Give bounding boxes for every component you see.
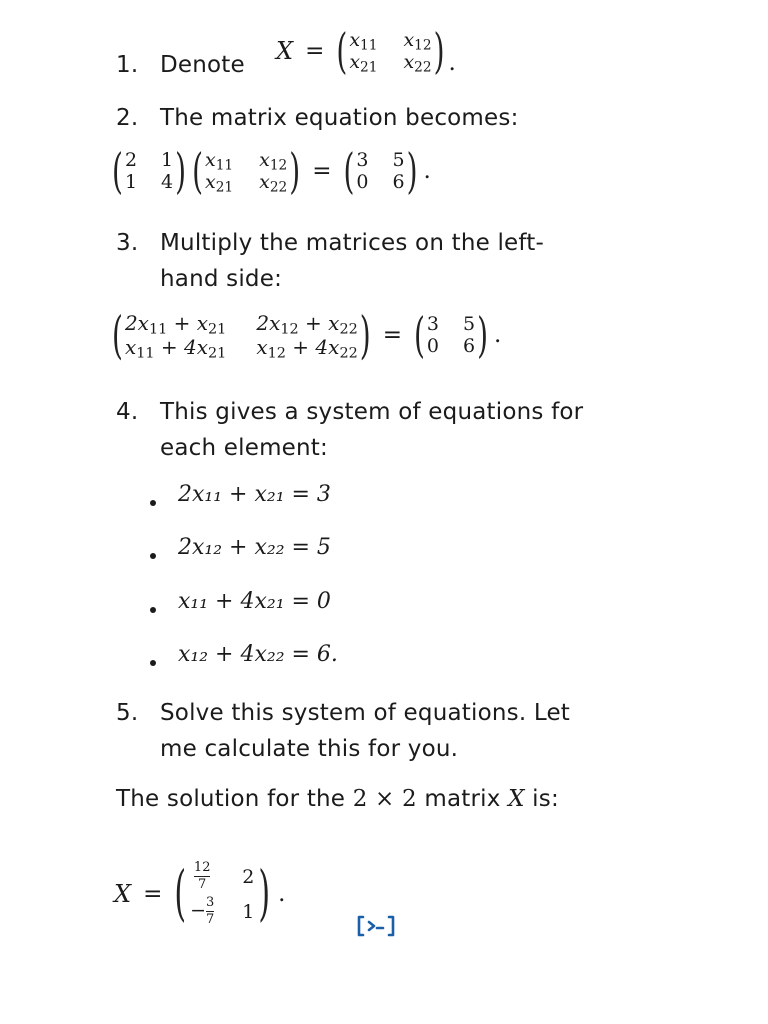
equation-4: x₁₂ + 4x₂₂ = 6. (178, 642, 338, 667)
step-4-text-line2: each element: (160, 435, 328, 461)
step-1-text: Denote (160, 52, 245, 78)
step-1-number: 1. (116, 52, 139, 78)
step-2-number: 2. (116, 105, 139, 131)
solution-dims: 2 × 2 (352, 786, 417, 812)
solution-sentence (116, 781, 559, 817)
step-4-text-line1: This gives a system of equations for (160, 399, 584, 425)
solution-mid: matrix (424, 786, 501, 812)
result-matrix: X = ( $\frac{12}{7}$ 2 − $\frac{3}{7}$ 1 ) . (114, 859, 286, 929)
code-interpreter-icon[interactable] (356, 913, 396, 939)
step-2-equation: ( 2 1 1 4 ) ( $x_{11}$ $x_{12}$ $x_{21}$ $x_{22}$ ) = ( 3 5 0 6 ) . (112, 142, 431, 200)
solution-var: X (508, 786, 525, 812)
step-3-equation: ( $2x_{11} + x_{21}$ $2x_{12} + x_{22}$ $x_{11} + 4x_{21}$ $x_{12} + 4x_{22}$ ) = ( 3 5 0 6 ) . (112, 305, 502, 365)
equation-1: 2x₁₁ + x₂₁ = 3 (178, 482, 331, 507)
bullet (150, 607, 156, 613)
equation-2: 2x₁₂ + x₂₂ = 5 (178, 535, 331, 560)
step-3-number: 3. (116, 230, 139, 256)
step-4-number: 4. (116, 399, 139, 425)
step-3-text-line2: hand side: (160, 266, 283, 292)
step-1-matrix-x: X = ( $x_{11}$ $x_{12}$ $x_{21}$ $x_{22}$ ) . (276, 22, 456, 80)
step-5-number: 5. (116, 700, 139, 726)
step-3-text-line1: Multiply the matrices on the left- (160, 230, 545, 256)
step-2-text: The matrix equation becomes: (160, 105, 519, 131)
step-5-text-line2: me calculate this for you. (160, 736, 459, 762)
equation-3: x₁₁ + 4x₂₁ = 0 (178, 589, 331, 614)
solution-prefix: The solution for the (116, 786, 346, 812)
bullet (150, 660, 156, 666)
bullet (150, 500, 156, 506)
bullet (150, 553, 156, 559)
solution-suffix: is: (532, 786, 559, 812)
step-5-text-line1: Solve this system of equations. Let (160, 700, 571, 726)
